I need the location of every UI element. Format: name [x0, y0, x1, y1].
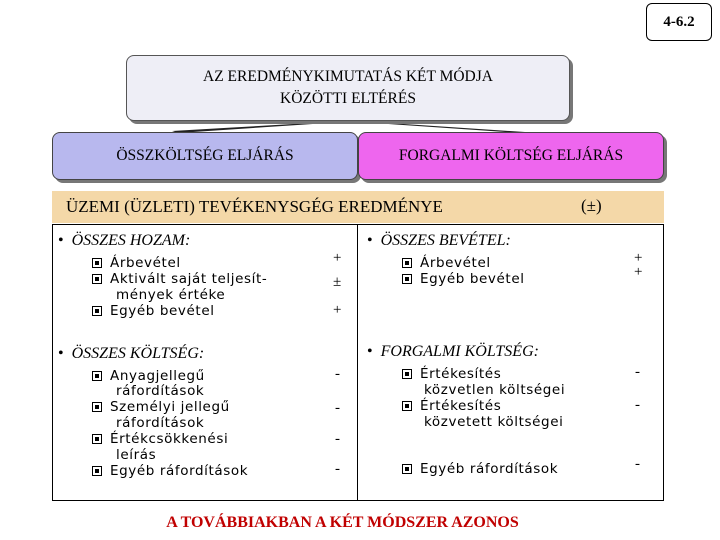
- bullet-dot-icon: •: [58, 232, 64, 249]
- list-item: Értékcsökkenési: [92, 431, 228, 447]
- list-item-continuation: leírás: [116, 447, 157, 463]
- total-income-heading: • ÖSSZES HOZAM:: [58, 232, 191, 249]
- checkbox-bullet-icon: [92, 402, 102, 412]
- checkbox-bullet-icon: [402, 258, 412, 268]
- checkbox-bullet-icon: [402, 401, 412, 411]
- list-item: Személyi jellegű: [92, 399, 230, 415]
- list-item: Egyéb ráfordítások: [92, 463, 248, 479]
- list-item: Egyéb ráfordítások: [402, 461, 558, 477]
- method-total-cost: [52, 132, 358, 180]
- sign: +: [333, 250, 342, 266]
- operating-result-banner: [52, 191, 664, 223]
- method-cost-of-sales-label: FORGALMI KÖLTSÉG ELJÁRÁS: [398, 147, 624, 164]
- list-item: Árbevétel: [402, 255, 491, 271]
- slide-number: 4-6.2: [646, 3, 712, 41]
- list-item-continuation: közvetett költségei: [424, 414, 564, 430]
- list-item: Árbevétel: [92, 255, 181, 271]
- list-item: Értékesítés: [402, 366, 501, 382]
- list-item: Értékesítés: [402, 398, 501, 414]
- footer-note: A TOVÁBBIAKBAN A KÉT MÓDSZER AZONOS: [166, 514, 519, 531]
- title-line-1: AZ EREDMÉNYKIMUTATÁS KÉT MÓDJA: [203, 68, 493, 85]
- method-cost-of-sales: [358, 132, 664, 180]
- sign: -: [335, 461, 340, 477]
- total-revenue-heading: • ÖSSZES BEVÉTEL:: [367, 232, 511, 249]
- sign: -: [635, 397, 640, 413]
- banner-sign: (±): [581, 196, 602, 215]
- title-box: [126, 55, 570, 121]
- list-item: Egyéb bevétel: [402, 271, 525, 287]
- checkbox-bullet-icon: [92, 306, 102, 316]
- checkbox-bullet-icon: [92, 258, 102, 268]
- sign: -: [335, 431, 340, 447]
- list-item: Anyagjellegű: [92, 368, 205, 384]
- banner-text: ÜZEMI (ÜZLETI) TEVÉKENYSGÉG EREDMÉNYE: [66, 197, 443, 216]
- sign: +: [634, 250, 643, 266]
- method-total-cost-label: ÖSSZKÖLTSÉG ELJÁRÁS: [116, 147, 294, 164]
- sign: -: [635, 364, 640, 380]
- sign: ±: [333, 274, 342, 290]
- checkbox-bullet-icon: [402, 464, 412, 474]
- sign: -: [335, 366, 340, 382]
- checkbox-bullet-icon: [92, 274, 102, 284]
- checkbox-bullet-icon: [402, 274, 412, 284]
- sign: -: [635, 456, 640, 472]
- total-cost-heading: • ÖSSZES KÖLTSÉG:: [58, 345, 205, 362]
- list-item: Aktivált saját teljesít-: [92, 271, 267, 287]
- title-line-2: KÖZÖTTI ELTÉRÉS: [280, 90, 416, 107]
- checkbox-bullet-icon: [92, 466, 102, 476]
- bullet-dot-icon: •: [367, 343, 373, 360]
- checkbox-bullet-icon: [92, 371, 102, 381]
- cost-of-sales-heading: • FORGALMI KÖLTSÉG:: [367, 343, 539, 360]
- list-item-continuation: ráfordítások: [116, 383, 205, 399]
- bullet-dot-icon: •: [58, 345, 64, 362]
- list-item-continuation: ráfordítások: [116, 415, 205, 431]
- sign: +: [634, 264, 643, 280]
- checkbox-bullet-icon: [92, 434, 102, 444]
- sign: -: [335, 400, 340, 416]
- sign: +: [333, 302, 342, 318]
- list-item: Egyéb bevétel: [92, 303, 215, 319]
- bullet-dot-icon: •: [367, 232, 373, 249]
- checkbox-bullet-icon: [402, 369, 412, 379]
- list-item-continuation: mények értéke: [116, 287, 226, 303]
- panel-divider: [357, 224, 358, 501]
- list-item-continuation: közvetlen költségei: [424, 382, 566, 398]
